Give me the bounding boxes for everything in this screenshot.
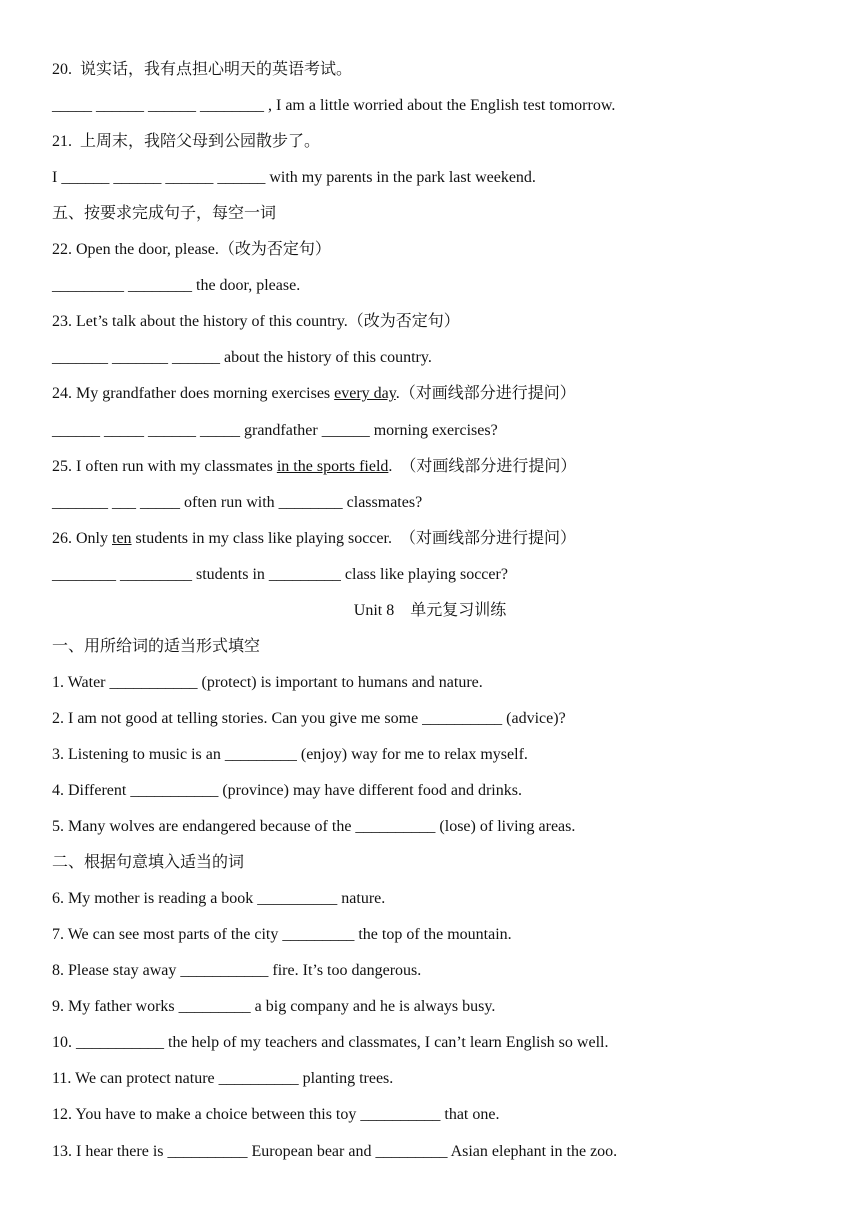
text-line: [52, 925, 820, 945]
text-segment: 1. Water ___________ (protect) is important to humans and nature.: [52, 673, 483, 691]
text-line: [52, 96, 820, 116]
text-line: [52, 637, 820, 657]
text-segment: 25. I often run with my classmates: [52, 457, 277, 475]
text-line: [52, 132, 820, 152]
text-segment: 21. 上周末，我陪父母到公园散步了。: [52, 133, 321, 151]
text-line: [52, 529, 820, 549]
text-segment: _____ ______ ______ ________ , I am a little worried about the English test tomorrow.: [52, 97, 616, 114]
text-line: [52, 276, 820, 296]
text-line: [52, 1105, 820, 1125]
text-line: [52, 997, 820, 1017]
text-segment: 20. 说实话，我有点担心明天的英语考试。: [52, 61, 353, 78]
text-line: [52, 565, 820, 585]
text-line: [52, 312, 820, 332]
text-segment: 一、用所给词的适当形式填空: [52, 637, 261, 655]
text-line: [52, 60, 820, 80]
text-segment: 23. Let’s talk about the history of this country.（改为否定句）: [52, 313, 460, 331]
text-segment: _______ ___ _____ often run with ________ classmates?: [52, 493, 423, 511]
text-line: [52, 493, 820, 513]
text-segment: 9. My father works _________ a big company and he is always busy.: [52, 998, 496, 1016]
text-segment: 22. Open the door, please.（改为否定句）: [52, 241, 331, 259]
text-line: [52, 240, 820, 260]
text-segment: 13. I hear there is __________ European bear and _________ Asian elephant in the zoo.: [52, 1142, 618, 1160]
text-segment: 5. Many wolves are endangered because of the __________ (lose) of living areas.: [52, 818, 576, 835]
text-line: [52, 853, 820, 873]
text-segment: I ______ ______ ______ ______ with my parents in the park last weekend.: [52, 169, 536, 187]
text-line: [52, 204, 820, 224]
text-segment: ________ _________ students in _________ class like playing soccer?: [52, 565, 508, 583]
text-line: [52, 817, 820, 837]
text-segment: 五、按要求完成句子，每空一词: [52, 205, 277, 223]
underlined-phrase: every day: [334, 385, 396, 403]
text-line: [52, 961, 820, 981]
text-segment: _______ _______ ______ about the history of this country.: [52, 349, 432, 367]
text-segment: 2. I am not good at telling stories. Can you give me some __________ (advice)?: [52, 709, 566, 727]
text-line: [52, 1033, 820, 1053]
text-line: [52, 457, 820, 477]
text-segment: 10. ___________ the help of my teachers and classmates, I can’t learn English so well.: [52, 1034, 609, 1052]
text-segment: .（对画线部分进行提问）: [395, 385, 576, 403]
text-segment: 26. Only: [52, 529, 112, 547]
text-line: [0, 601, 860, 621]
text-line: [52, 384, 820, 404]
text-line: [52, 1069, 820, 1089]
text-segment: _________ ________ the door, please.: [52, 277, 301, 295]
text-segment: ______ _____ ______ _____ grandfather ______ morning exercises?: [52, 421, 498, 439]
text-line: [52, 709, 820, 729]
text-segment: . （对画线部分进行提问）: [388, 457, 577, 475]
text-segment: 8. Please stay away ___________ fire. It’s too dangerous.: [52, 962, 422, 980]
text-segment: 6. My mother is reading a book __________ nature.: [52, 890, 386, 908]
text-segment: 4. Different ___________ (province) may have different food and drinks.: [52, 782, 522, 799]
text-segment: 11. We can protect nature __________ planting trees.: [52, 1070, 394, 1088]
text-segment: 二、根据句意填入适当的词: [52, 854, 245, 872]
text-segment: 24. My grandfather does morning exercises: [52, 385, 335, 403]
text-segment: 12. You have to make a choice between this toy __________ that one.: [52, 1106, 500, 1124]
text-line: [52, 781, 820, 801]
text-line: [52, 673, 820, 693]
text-line: [52, 348, 820, 368]
underlined-phrase: in the sports field: [276, 457, 389, 475]
underlined-phrase: ten: [112, 529, 132, 547]
text-line: [52, 889, 820, 909]
text-line: [52, 1142, 820, 1162]
text-segment: students in my class like playing soccer. （对画线部分进行提问）: [131, 529, 576, 547]
text-line: [52, 168, 820, 188]
text-segment: 3. Listening to music is an _________ (enjoy) way for me to relax myself.: [52, 745, 528, 763]
text-line: [52, 421, 820, 441]
text-line: [52, 745, 820, 765]
text-segment: Unit 8 单元复习训练: [353, 601, 507, 619]
text-segment: 7. We can see most parts of the city _________ the top of the mountain.: [52, 926, 512, 944]
